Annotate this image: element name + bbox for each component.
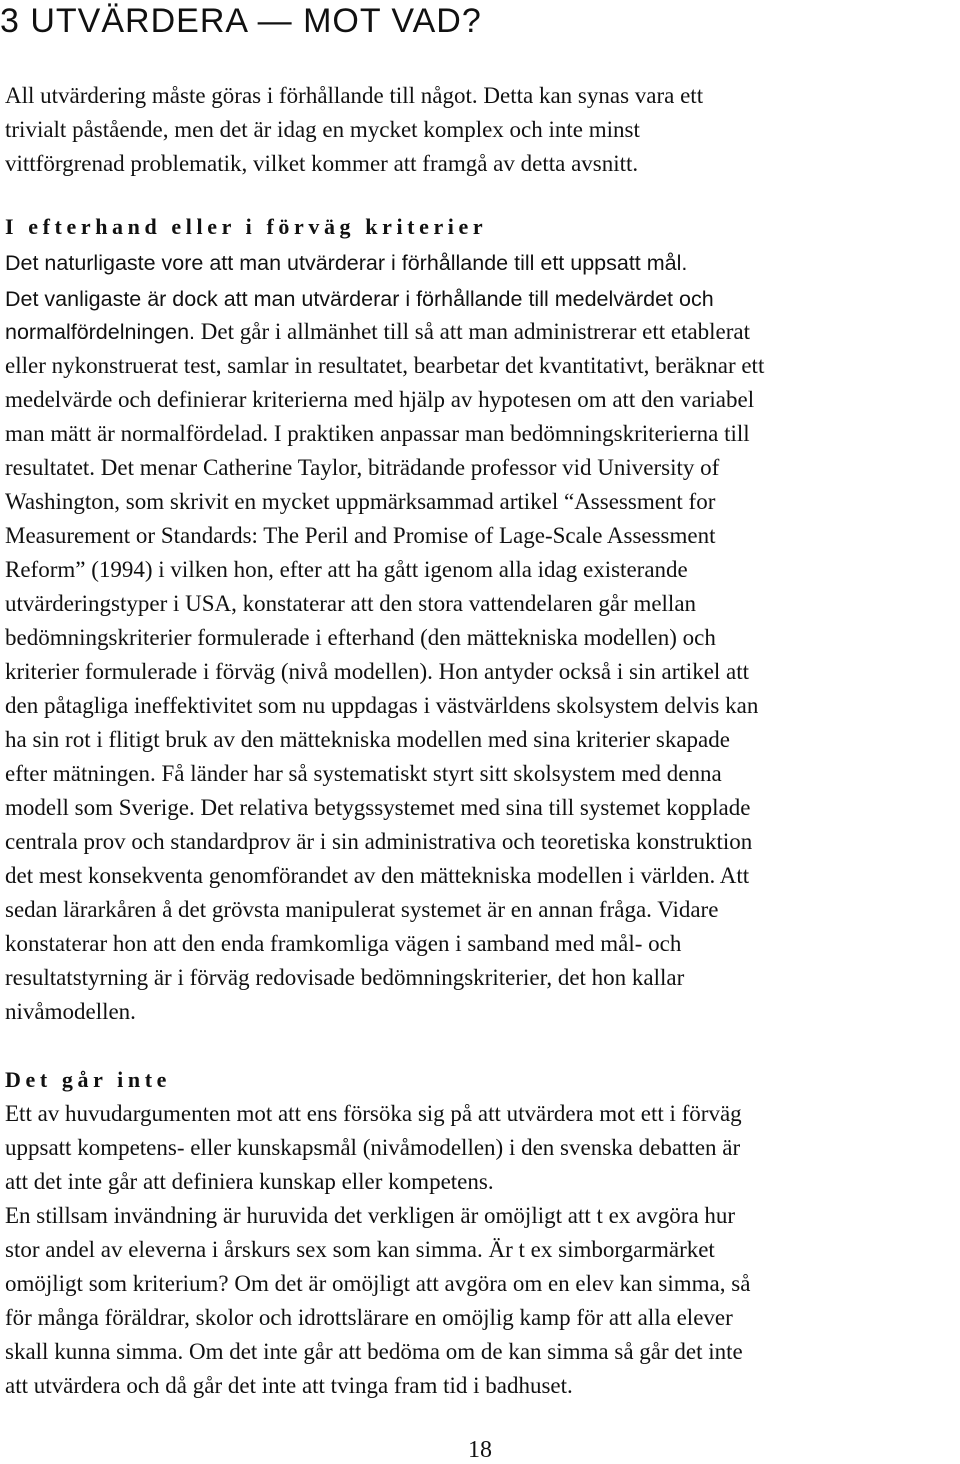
body-line: efter mätningen. Få länder har så systematiskt styrt sitt skolsystem med denna — [5, 761, 722, 786]
body-text-serif: Det går i allmänhet till så att man administrerar ett etablerat — [195, 319, 751, 344]
body-line: man mätt är normalfördelad. I praktiken anpassar man bedömningskriterierna till — [5, 421, 750, 446]
body-line: den påtagliga ineffektivitet som nu uppdagas i västvärldens skolsystem delvis kan — [5, 693, 759, 718]
body-line: resultatet. Det menar Catherine Taylor, biträdande professor vid University of — [5, 455, 720, 480]
body-line: ha sin rot i flitigt bruk av den mättekniska modellen med sina kriterier skapade — [5, 727, 730, 752]
body-line: konstaterar hon att den enda framkomliga vägen i samband med mål- och — [5, 931, 682, 956]
body-line: Reform” (1994) i vilken hon, efter att ha gått igenom alla idag existerande — [5, 557, 688, 582]
body-line: omöjligt som kriterium? Om det är omöjligt att avgöra om en elev kan simma, så — [5, 1271, 751, 1296]
body-line: Measurement or Standards: The Peril and Promise of Lage-Scale Assessment — [5, 523, 716, 548]
body-line: bedömningskriterier formulerade i efterhand (den mättekniska modellen) och — [5, 625, 716, 650]
body-line: att det inte går att definiera kunskap eller kompetens. — [5, 1169, 494, 1194]
intro-line: vittförgrenad problematik, vilket kommer att framgå av detta avsnitt. — [5, 151, 639, 176]
body-line: Washington, som skrivit en mycket uppmärksammad artikel “Assessment for — [5, 489, 716, 514]
body-line: kriterier formulerade i förväg (nivå modellen). Hon antyder också i sin artikel att — [5, 659, 750, 684]
body-line: centrala prov och standardprov är i sin administrativa och teoretiska konstruktion — [5, 829, 753, 854]
page-number: 18 — [468, 1437, 492, 1463]
intro-line: All utvärdering måste göras i förhållande till något. Detta kan synas vara ett — [5, 83, 704, 108]
body-line: En stillsam invändning är huruvida det verkligen är omöjligt att t ex avgöra hur — [5, 1203, 736, 1228]
body-line: utvärderingstyper i USA, konstaterar att den stora vattendelaren går mellan — [5, 591, 697, 616]
body-text-sans: normalfördelningen. — [5, 320, 196, 344]
body-line: medelvärde och definierar kriterierna med hjälp av hypotesen om att den variabel — [5, 387, 755, 412]
intro-line: trivialt påstående, men det är idag en mycket komplex och inte minst — [5, 117, 640, 142]
body-line: det mest konsekventa genomförandet av den mättekniska modellen i världen. Att — [5, 863, 750, 888]
body-line: nivåmodellen. — [5, 999, 136, 1024]
body-line: Det naturligaste vore att man utvärderar i förhållande till ett uppsatt mål. — [5, 251, 688, 275]
body-line: skall kunna simma. Om det inte går att bedöma om de kan simma så går det inte — [5, 1339, 743, 1364]
body-line: Ett av huvudargumenten mot att ens försöka sig på att utvärdera mot ett i förväg — [5, 1101, 742, 1126]
body-line: sedan lärarkåren å det grövsta manipulerat systemet är en annan fråga. Vidare — [5, 897, 719, 922]
section-heading-efterhand: I efterhand eller i förväg kriterier — [5, 214, 488, 239]
body-line: stor andel av eleverna i årskurs sex som kan simma. Är t ex simborgarmärket — [5, 1237, 715, 1262]
body-line: att utvärdera och då går det inte att tvinga fram tid i badhuset. — [5, 1373, 573, 1398]
body-line: för många föräldrar, skolor och idrottslärare en omöjlig kamp för att alla elever — [5, 1305, 733, 1330]
chapter-heading: 3 UTVÄRDERA — MOT VAD? — [0, 2, 482, 40]
body-line: uppsatt kompetens- eller kunskapsmål (nivåmodellen) i den svenska debatten är — [5, 1135, 741, 1160]
body-line: modell som Sverige. Det relativa betygssystemet med sina till systemet kopplade — [5, 795, 751, 820]
body-line: eller nykonstruerat test, samlar in resultatet, bearbetar det kvantitativt, beräknar ett — [5, 353, 765, 378]
body-line: resultatstyrning är i förväg redovisade bedömningskriterier, det hon kallar — [5, 965, 685, 990]
section-heading-det-gar-inte: Det går inte — [5, 1067, 171, 1092]
body-line — [5, 315, 750, 349]
body-line: Det vanligaste är dock att man utvärderar i förhållande till medelvärdet och — [5, 287, 714, 311]
